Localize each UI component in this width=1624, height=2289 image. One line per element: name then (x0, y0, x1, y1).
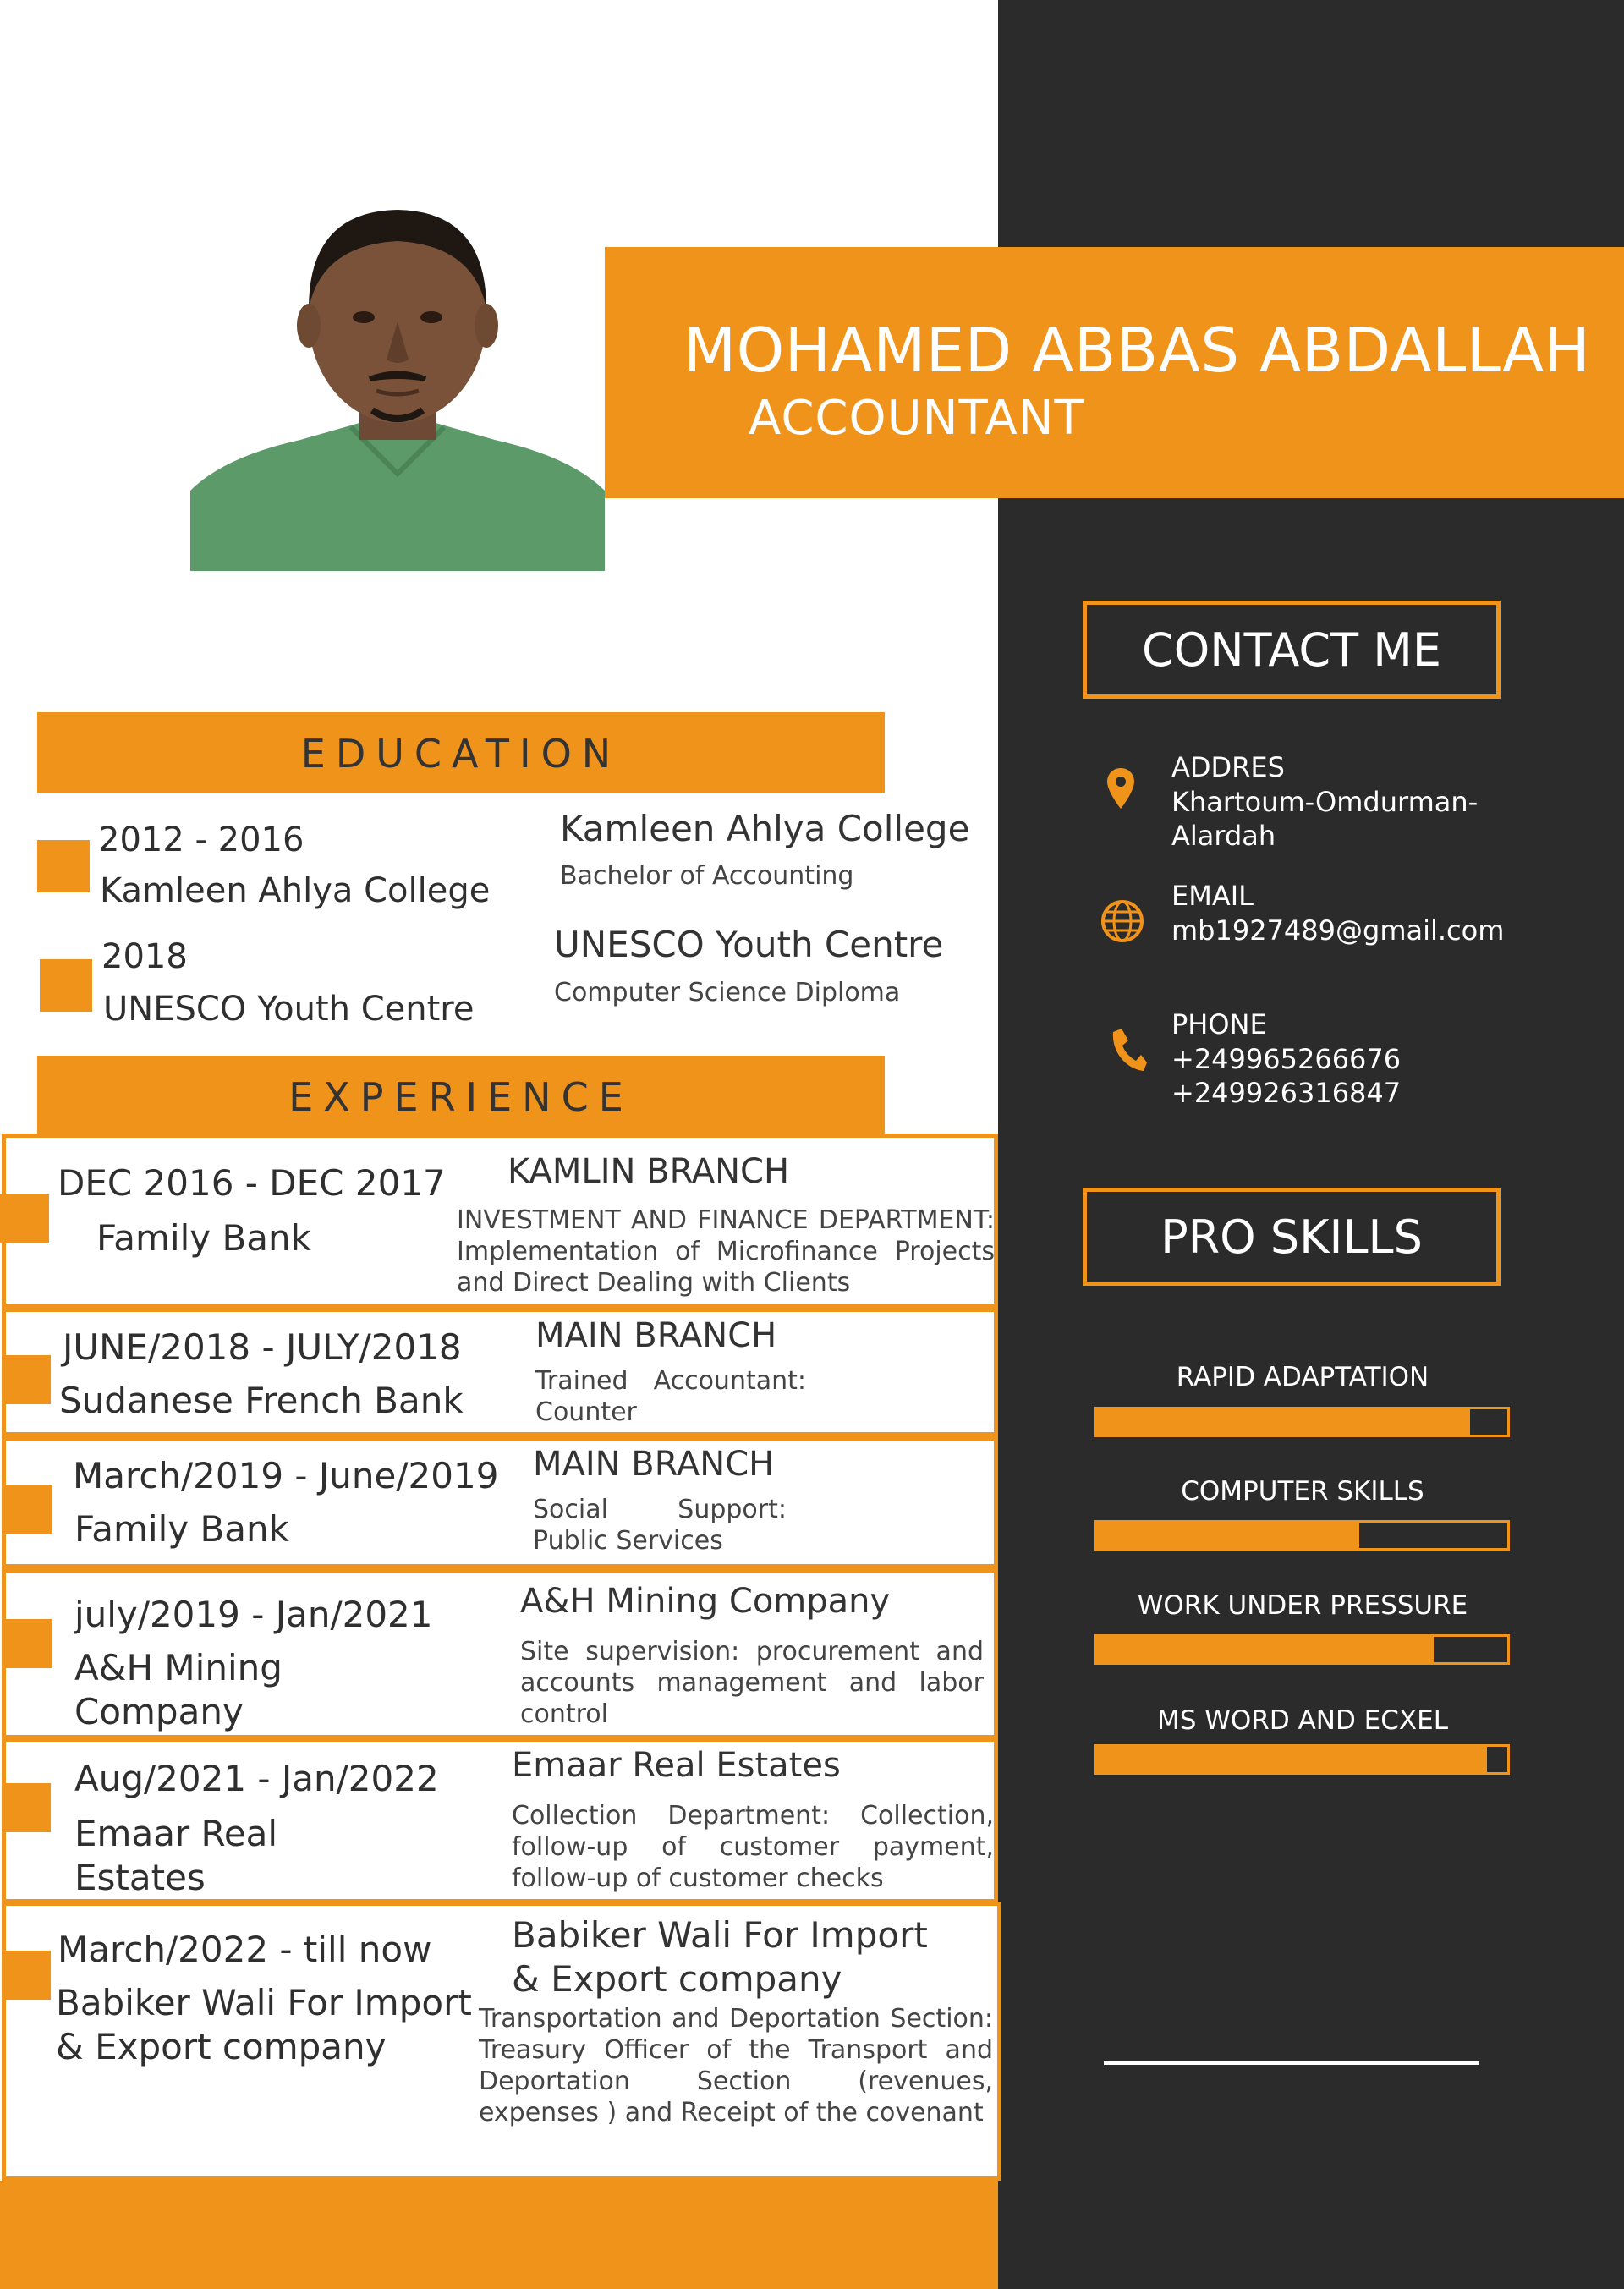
experience-dates: DEC 2016 - DEC 2017 (58, 1162, 446, 1204)
skill-label: WORK UNDER PRESSURE (1137, 1590, 1468, 1621)
phone-label: PHONE (1171, 1008, 1267, 1040)
phone-number-2[interactable]: +249926316847 (1171, 1077, 1402, 1109)
globe-icon (1100, 898, 1145, 944)
education-years: 2012 - 2016 (98, 821, 304, 859)
address-line2: Alardah (1171, 820, 1276, 852)
experience-dates: March/2019 - June/2019 (73, 1455, 499, 1496)
footer-band (0, 2181, 998, 2289)
experience-heading: EXPERIENCE (288, 1074, 634, 1120)
experience-dates: March/2022 - till now (58, 1929, 432, 1970)
experience-bullet (0, 1194, 49, 1243)
experience-branch: MAIN BRANCH (533, 1445, 775, 1484)
job-title: ACCOUNTANT (749, 391, 1084, 446)
skill-bar (1094, 1520, 1510, 1551)
experience-bullet (2, 1355, 51, 1404)
experience-branch: Emaar Real Estates (512, 1746, 841, 1785)
experience-bullet (2, 1951, 51, 2000)
email-value[interactable]: mb1927489@gmail.com (1171, 914, 1505, 947)
person-name: MOHAMED ABBAS ABDALLAH (683, 315, 1591, 386)
skill-bar-fill (1096, 1747, 1487, 1772)
skill-bar (1094, 1634, 1510, 1665)
experience-company: Emaar Real Estates (74, 1813, 278, 1898)
skills-heading: PRO SKILLS (1083, 1188, 1501, 1286)
profile-photo (190, 195, 605, 571)
experience-description: Transportation and Deportation Section: Treasury Officer of the Transport and Deportation Section (revenues, expenses ) and Receipt of the covenant (479, 2004, 993, 2127)
experience-branch: KAMLIN BRANCH (508, 1152, 790, 1191)
education-degree: Bachelor of Accounting (560, 861, 854, 891)
experience-bullet (2, 1783, 51, 1832)
experience-company: A&H Mining Company (74, 1647, 283, 1732)
experience-description: Collection Department: Collection, follow-up of customer payment, follow-up of customer checks (512, 1801, 994, 1893)
education-degree: Computer Science Diploma (554, 978, 901, 1007)
skill-bar-fill (1096, 1637, 1434, 1662)
experience-company: Babiker Wali For Import & Export company (56, 1982, 472, 2067)
divider-line (1104, 2061, 1479, 2065)
phone-number-1[interactable]: +249965266676 (1171, 1043, 1402, 1075)
contact-heading: CONTACT ME (1083, 601, 1501, 699)
skill-label: RAPID ADAPTATION (1176, 1362, 1429, 1392)
experience-company: Family Bank (96, 1217, 311, 1259)
experience-bullet (3, 1485, 52, 1534)
experience-dates: july/2019 - Jan/2021 (74, 1594, 433, 1635)
education-bullet (37, 840, 90, 892)
skill-bar-fill (1096, 1409, 1470, 1435)
skill-bar (1094, 1744, 1510, 1775)
education-school: Kamleen Ahlya College (100, 871, 491, 910)
experience-branch: A&H Mining Company (520, 1582, 891, 1621)
phone-icon (1108, 1027, 1149, 1073)
experience-description: INVESTMENT AND FINANCE DEPARTMENT: Implementation of Microfinance Projects and Direct Dealing with Clients (457, 1205, 995, 1298)
education-years: 2018 (102, 937, 188, 976)
education-school: UNESCO Youth Centre (103, 990, 475, 1029)
education-institution: UNESCO Youth Centre (554, 924, 944, 965)
experience-description: Trained Accountant: Counter (535, 1366, 806, 1427)
address-line1: Khartoum-Omdurman- (1171, 786, 1479, 818)
experience-description: Site supervision: procurement and accounts management and labor control (520, 1637, 984, 1729)
education-heading: EDUCATION (300, 731, 622, 777)
experience-dates: Aug/2021 - Jan/2022 (74, 1758, 439, 1799)
experience-company: Family Bank (74, 1508, 289, 1550)
skill-bar-fill (1096, 1523, 1359, 1548)
experience-dates: JUNE/2018 - JULY/2018 (63, 1326, 462, 1368)
experience-branch: MAIN BRANCH (535, 1316, 777, 1355)
email-label: EMAIL (1171, 880, 1254, 912)
experience-company: Sudanese French Bank (59, 1380, 464, 1421)
experience-description: Social Support: Public Services (533, 1495, 787, 1556)
map-pin-icon (1106, 766, 1136, 810)
education-institution: Kamleen Ahlya College (560, 808, 970, 849)
address-label: ADDRES (1171, 751, 1285, 783)
skill-bar (1094, 1407, 1510, 1437)
skill-label: MS WORD AND ECXEL (1156, 1705, 1449, 1736)
experience-bullet (3, 1619, 52, 1668)
education-bullet (40, 959, 92, 1012)
experience-branch: Babiker Wali For Import & Export company (512, 1914, 928, 2000)
skill-label: COMPUTER SKILLS (1181, 1476, 1424, 1507)
